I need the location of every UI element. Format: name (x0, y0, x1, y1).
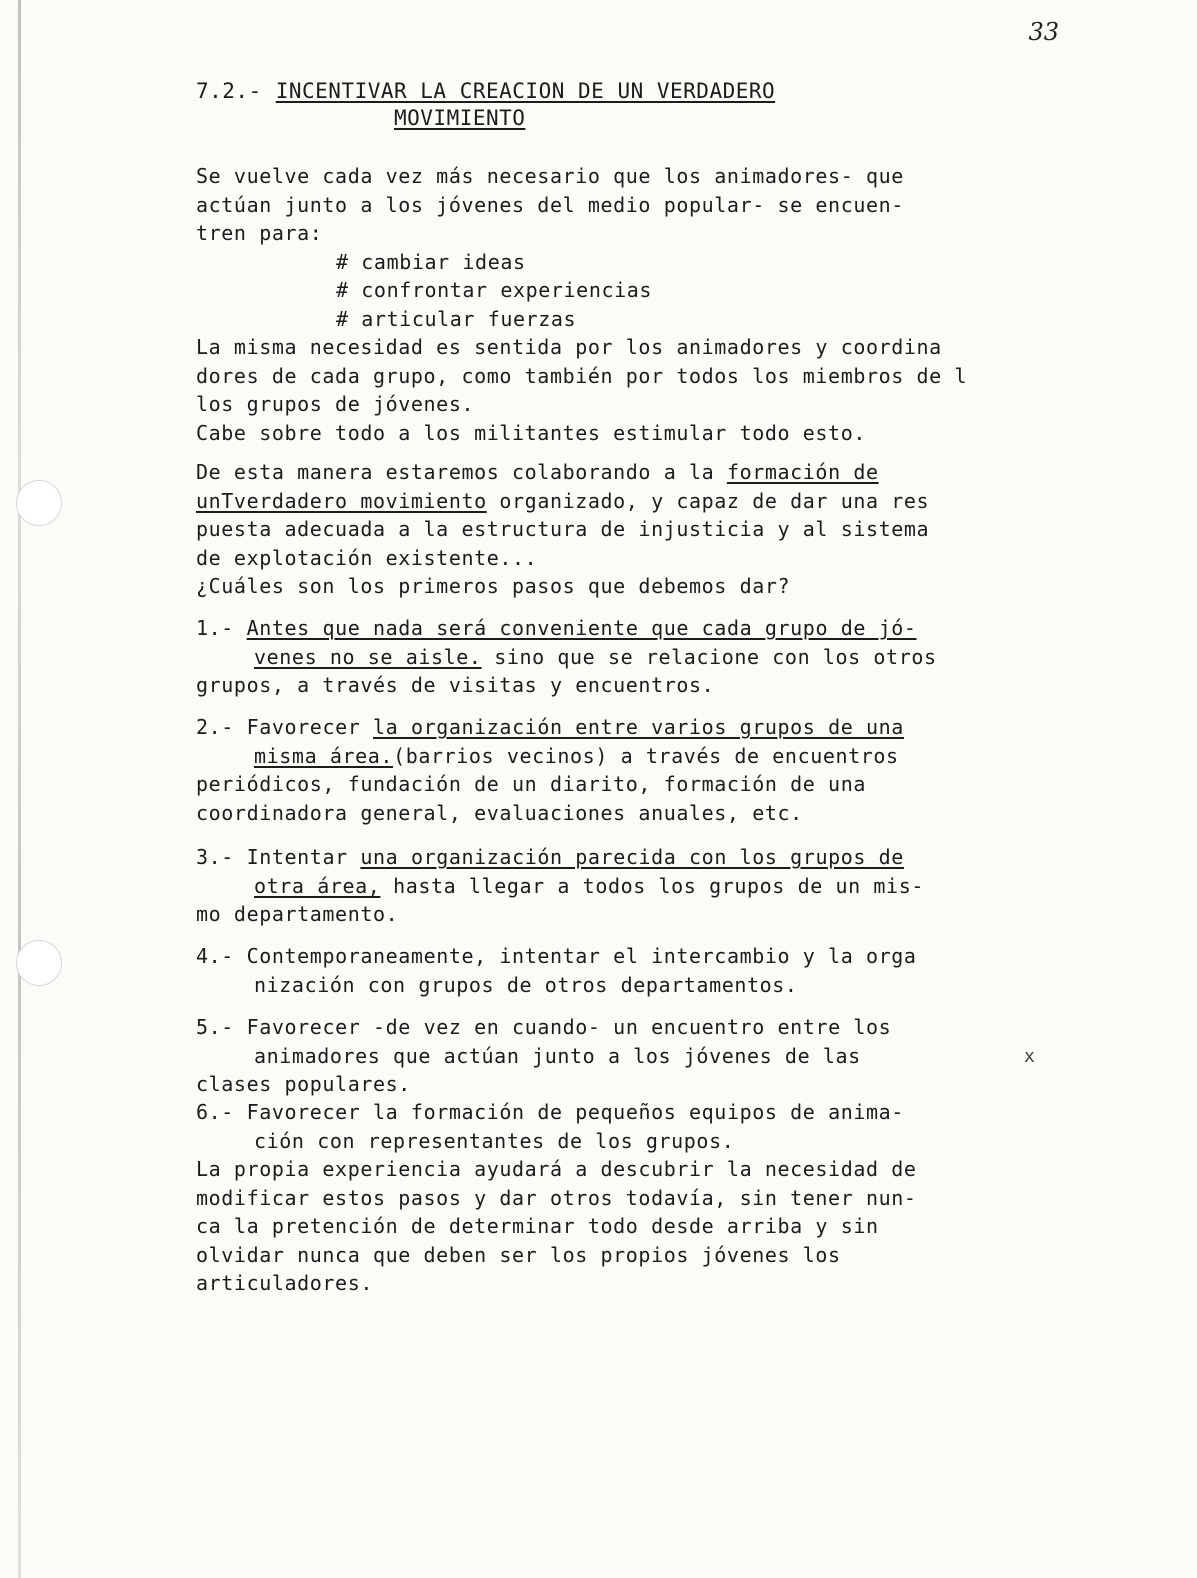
text-line: los grupos de jóvenes. (196, 392, 475, 416)
text-line: nización con grupos de otros departamentos. (254, 972, 798, 997)
item-number: 5.- (196, 1015, 234, 1039)
intro-paragraph (196, 162, 1066, 447)
text-line: dores de cada grupo, como también por todos los miembros de l (196, 363, 968, 388)
section-title-line2: MOVIMIENTO (394, 106, 526, 130)
text-line: tren para: (196, 221, 323, 245)
item-number: 6.- (196, 1100, 234, 1124)
text-line: grupos, a través de visitas y encuentros. (196, 673, 715, 697)
text-line: La propia experiencia ayudará a descubrir la necesidad de (196, 1157, 917, 1181)
text-line: Favorecer la formación de pequeños equipos de anima- (246, 1100, 904, 1124)
text-line: Intentar (246, 845, 361, 869)
text-line: animadores que actúan junto a los jóvenes de las (254, 1043, 861, 1068)
page-number: 33 (1028, 18, 1059, 46)
text-line: mo departamento. (196, 902, 399, 926)
underlined-text: otra área, (254, 873, 381, 898)
text-line: olvidar nunca que deben ser los propios jóvenes los (196, 1242, 841, 1267)
item-number: 2.- (196, 715, 234, 739)
underlined-text: una organización parecida con los grupos de (360, 845, 904, 869)
bullet-item: # cambiar ideas (336, 249, 526, 274)
text-line: clases populares. (196, 1072, 411, 1096)
bullet-item: # confrontar experiencias (336, 278, 653, 302)
text-line: (barrios vecinos) a través de encuentros (393, 743, 899, 768)
page-edge-shadow (18, 0, 21, 1578)
text-line: organizado, y capaz de dar una res (486, 488, 930, 513)
section-title-line1: INCENTIVAR LA CREACION DE UN VERDADERO (275, 79, 776, 103)
underlined-text: unTverdadero movimiento (196, 488, 487, 513)
item-number: 3.- (196, 845, 234, 869)
text-line: Se vuelve cada vez más necesario que los animadores- que (196, 164, 904, 188)
punch-hole-top (16, 480, 62, 526)
text-line: Favorecer (246, 715, 374, 739)
text-line: periódicos, fundación de un diarito, formación de una (196, 772, 866, 796)
punch-hole-bottom (16, 940, 62, 986)
text-line: de explotación existente... (196, 545, 538, 570)
text-line: Cabe sobre todo a los militantes estimular todo esto. (196, 420, 866, 445)
underlined-text: la organización entre varios grupos de una (373, 715, 904, 739)
text-line: Contemporaneamente, intentar el intercambio y la orga (246, 944, 917, 968)
text-line: coordinadora general, evaluaciones anuales, etc. (196, 800, 803, 825)
closing-paragraph (196, 1155, 1066, 1298)
text-line: puesta adecuada a la estructura de injusticia y al sistema (196, 517, 930, 541)
list-item-4 (196, 942, 917, 999)
margin-x-mark: x (1024, 1046, 1035, 1067)
text-line: Favorecer -de vez en cuando- un encuentro entre los (246, 1015, 892, 1039)
list-item-6 (196, 1098, 904, 1155)
text-line: sino que se relacione con los otros (481, 644, 937, 669)
underlined-text: formación de (726, 460, 879, 484)
text-line: ción con representantes de los grupos. (254, 1128, 735, 1153)
item-number: 1.- (196, 616, 234, 640)
list-item-2 (196, 713, 904, 827)
underlined-text: Antes que nada será conveniente que cada grupo de jó- (246, 616, 917, 640)
text-line: ¿Cuáles son los primeros pasos que debemos dar? (196, 574, 791, 598)
list-item-5 (196, 1013, 891, 1099)
text-line: articuladores. (196, 1271, 373, 1295)
underlined-text: misma área. (254, 743, 394, 768)
text-line: ca la pretención de determinar todo desde arriba y sin (196, 1214, 879, 1238)
list-item-3 (196, 843, 924, 929)
text-line: actúan junto a los jóvenes del medio popular- se encuen- (196, 192, 904, 217)
text-line: De esta manera estaremos colaborando a la (196, 460, 727, 484)
list-item-1 (196, 614, 937, 700)
text-line: modificar estos pasos y dar otros todavía, sin tener nun- (196, 1185, 917, 1210)
bullet-item: # articular fuerzas (336, 306, 577, 331)
paragraph-movement (196, 458, 1066, 601)
section-number: 7.2.- (196, 79, 262, 103)
section-heading (196, 78, 775, 132)
text-line: hasta llegar a todos los grupos de un mis- (380, 873, 924, 898)
item-number: 4.- (196, 944, 234, 968)
underlined-text: venes no se aisle. (254, 644, 482, 669)
text-line: La misma necesidad es sentida por los animadores y coordina (196, 335, 942, 359)
